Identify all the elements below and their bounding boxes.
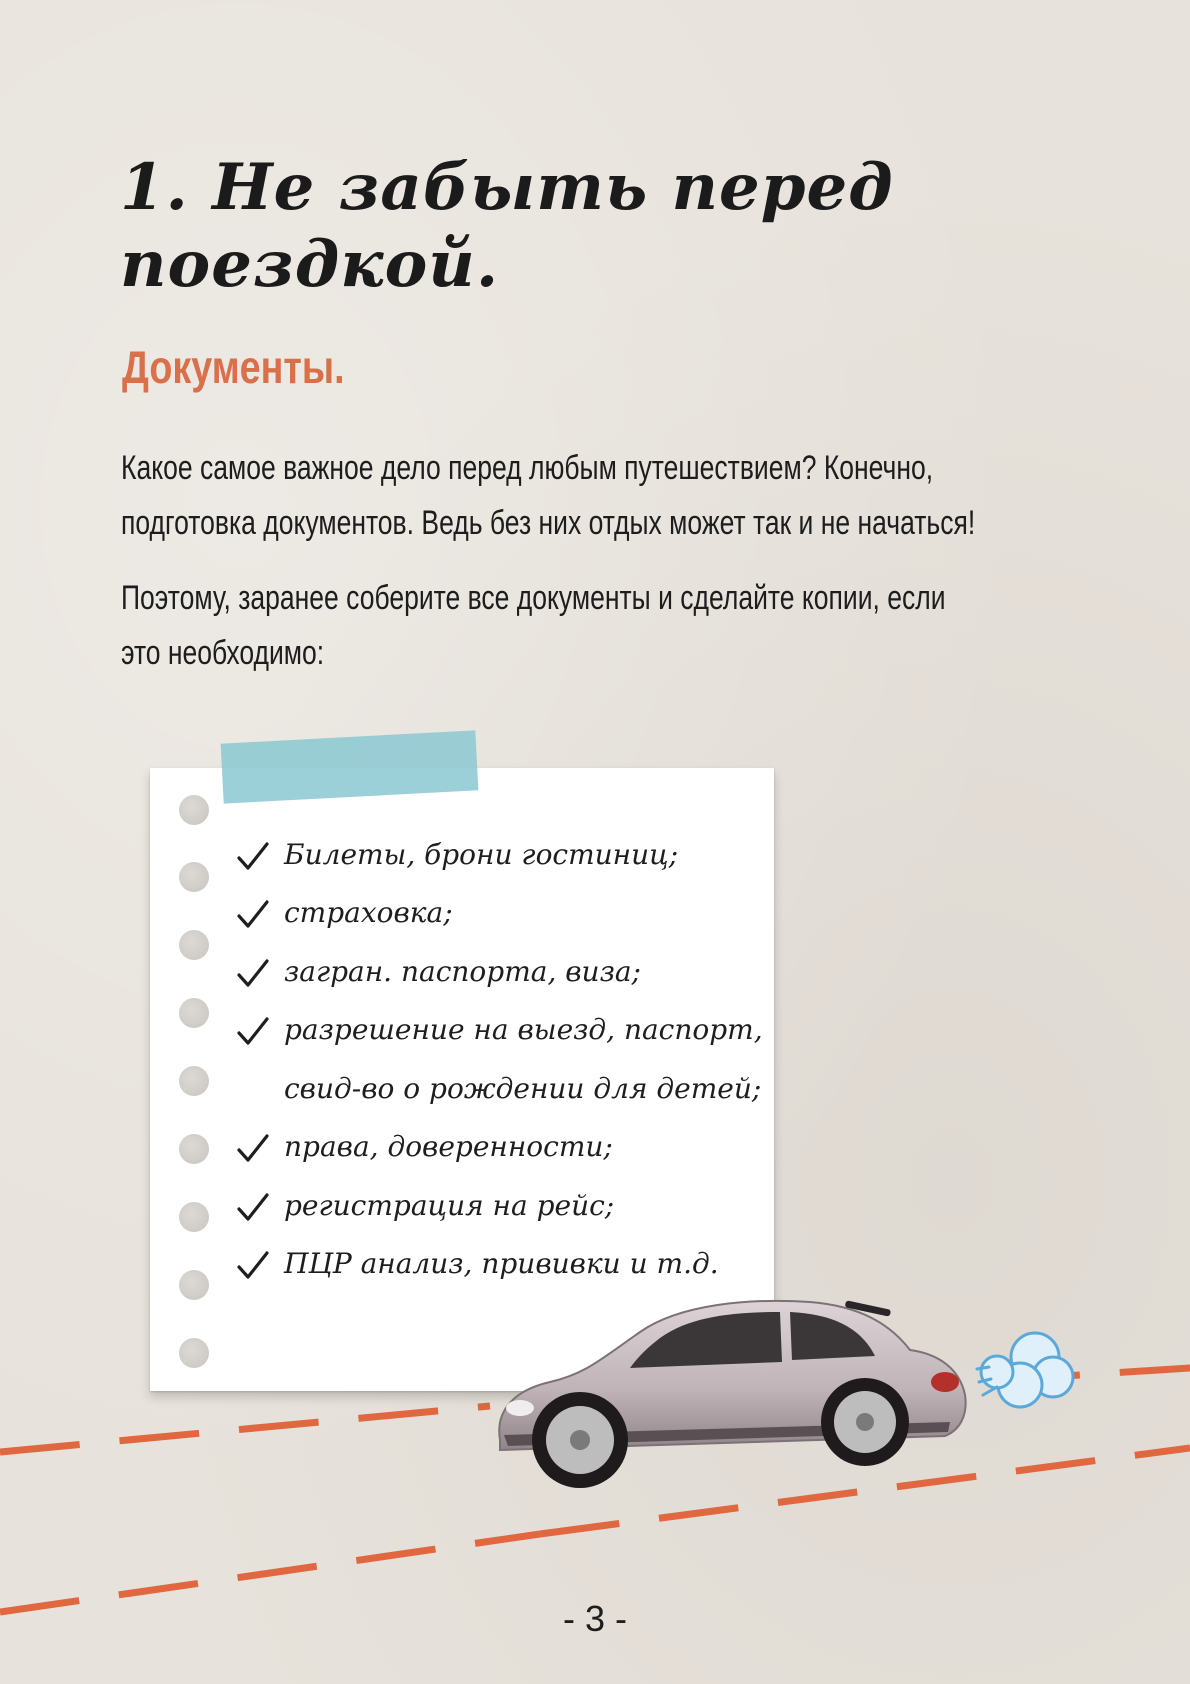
- binder-hole: [179, 1066, 209, 1096]
- checklist-item-text: страховка;: [284, 896, 453, 929]
- binder-hole: [179, 998, 209, 1028]
- binder-hole: [179, 1338, 209, 1368]
- page-title: 1. Не забыть перед поездкой.: [120, 150, 894, 302]
- checklist-item-text: Билеты, брони гостиниц;: [284, 838, 679, 871]
- check-icon: [236, 957, 270, 991]
- section-heading: Документы.: [122, 341, 345, 393]
- car-icon: [490, 1290, 980, 1505]
- instruction-line-2: это необходимо:: [121, 634, 325, 672]
- instruction-line-1: Поэтому, заранее соберите все документы и сделайте копии, если: [121, 579, 946, 617]
- check-icon: [236, 1249, 270, 1283]
- intro-line-1: Какое самое важное дело перед любым путешествием? Конечно,: [121, 449, 934, 487]
- check-icon: [236, 840, 270, 874]
- exhaust-cloud-icon: [975, 1327, 1075, 1412]
- checklist-item-text: регистрация на рейс;: [284, 1189, 615, 1222]
- check-icon: [236, 1132, 270, 1166]
- checklist-item-text: права, доверенности;: [284, 1130, 613, 1163]
- binder-hole: [179, 930, 209, 960]
- checklist-item-text: ПЦР анализ, прививки и т.д.: [284, 1247, 719, 1280]
- check-icon: [236, 898, 270, 932]
- check-icon: [236, 1191, 270, 1225]
- checklist-item-text: свид-во о рождении для детей;: [284, 1072, 762, 1105]
- check-icon: [236, 1015, 270, 1049]
- binder-hole: [179, 1202, 209, 1232]
- checklist-item-text: загран. паспорта, виза;: [284, 955, 641, 988]
- page-number: - 3 -: [562, 1598, 627, 1639]
- checklist-item-text: разрешение на выезд, паспорт,: [284, 1013, 763, 1046]
- binder-hole: [179, 1270, 209, 1300]
- binder-hole: [179, 795, 209, 825]
- binder-hole: [179, 1134, 209, 1164]
- binder-hole: [179, 862, 209, 892]
- intro-line-2: подготовка документов. Ведь без них отдых может так и не начаться!: [121, 504, 976, 542]
